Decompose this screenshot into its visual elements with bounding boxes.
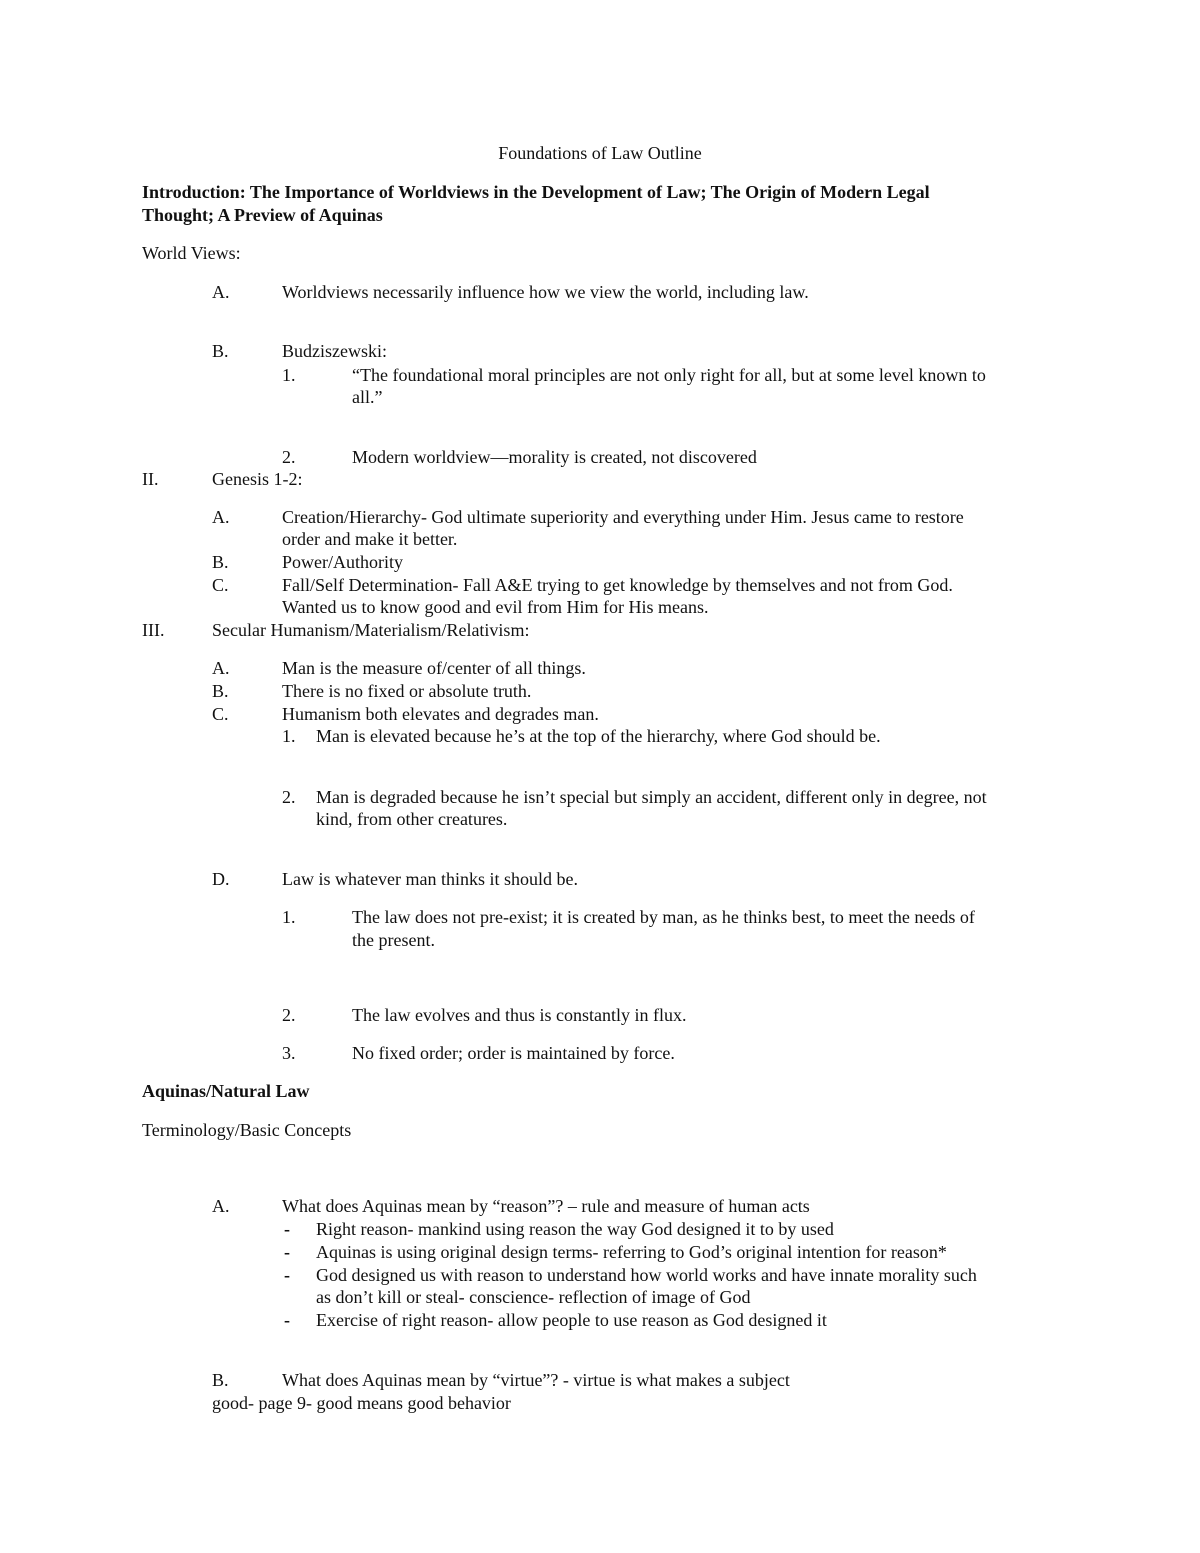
- outline-item: Power/Authority: [282, 552, 403, 572]
- outline-item: No fixed order; order is maintained by force.: [352, 1043, 675, 1063]
- outline-item: Worldviews necessarily influence how we view the world, including law.: [282, 282, 809, 302]
- outline-marker: B.: [212, 552, 229, 572]
- outline-marker: 2.: [282, 447, 296, 467]
- outline-item: Fall/Self Determination- Fall A&E trying to get knowledge by themselves and not from God.: [282, 575, 953, 595]
- bullet-dash-icon: -: [284, 1265, 290, 1285]
- outline-marker: 1.: [282, 726, 296, 746]
- bullet-item: Exercise of right reason- allow people to use reason as God designed it: [316, 1310, 827, 1330]
- outline-item: Man is the measure of/center of all things.: [282, 658, 586, 678]
- bullet-item-continued: as don’t kill or steal- conscience- reflection of image of God: [316, 1287, 751, 1307]
- outline-item: “The foundational moral principles are not only right for all, but at some level known to: [352, 365, 986, 385]
- outline-item: Man is degraded because he isn’t special but simply an accident, different only in degree, not: [316, 787, 987, 807]
- outline-marker: 2.: [282, 1005, 296, 1025]
- section-marker: II.: [142, 469, 159, 489]
- outline-item: Humanism both elevates and degrades man.: [282, 704, 599, 724]
- outline-item: The law does not pre-exist; it is created by man, as he thinks best, to meet the needs of: [352, 907, 975, 927]
- outline-item: Budziszewski:: [282, 341, 387, 361]
- bullet-item: Aquinas is using original design terms- referring to God’s original intention for reason*: [316, 1242, 947, 1262]
- outline-item: Creation/Hierarchy- God ultimate superiority and everything under Him. Jesus came to restore: [282, 507, 964, 527]
- outline-marker: B.: [212, 681, 229, 701]
- outline-item: Law is whatever man thinks it should be.: [282, 869, 578, 889]
- outline-item: Man is elevated because he’s at the top of the hierarchy, where God should be.: [316, 726, 881, 746]
- outline-marker: 1.: [282, 365, 296, 385]
- intro-heading-line1: Introduction: The Importance of Worldviews in the Development of Law; The Origin of Modern Legal: [142, 182, 930, 202]
- bullet-dash-icon: -: [284, 1242, 290, 1262]
- section-title: Secular Humanism/Materialism/Relativism:: [212, 620, 530, 640]
- outline-marker: C.: [212, 704, 229, 724]
- document-title: Foundations of Law Outline: [498, 143, 702, 163]
- section-title: Genesis 1-2:: [212, 469, 303, 489]
- intro-heading-line2: Thought; A Preview of Aquinas: [142, 205, 383, 225]
- outline-item-continued: all.”: [352, 387, 383, 407]
- outline-marker: 2.: [282, 787, 296, 807]
- outline-marker: D.: [212, 869, 230, 889]
- section-marker: III.: [142, 620, 165, 640]
- outline-marker: C.: [212, 575, 229, 595]
- section-world-views: World Views:: [142, 243, 241, 263]
- outline-marker: B.: [212, 1370, 229, 1390]
- outline-marker: A.: [212, 507, 230, 527]
- outline-item: Modern worldview—morality is created, not discovered: [352, 447, 757, 467]
- outline-item: The law evolves and thus is constantly in flux.: [352, 1005, 687, 1025]
- bullet-dash-icon: -: [284, 1219, 290, 1239]
- outline-item-continued: order and make it better.: [282, 529, 458, 549]
- terminology-heading: Terminology/Basic Concepts: [142, 1120, 352, 1140]
- outline-item-continued: the present.: [352, 930, 435, 950]
- outline-item: There is no fixed or absolute truth.: [282, 681, 532, 701]
- outline-item-continued: Wanted us to know good and evil from Him for His means.: [282, 597, 709, 617]
- aquinas-heading: Aquinas/Natural Law: [142, 1081, 310, 1101]
- outline-item-continued: good- page 9- good means good behavior: [212, 1393, 511, 1413]
- outline-marker: A.: [212, 282, 230, 302]
- outline-item: What does Aquinas mean by “virtue”? - virtue is what makes a subject: [282, 1370, 790, 1390]
- bullet-item: God designed us with reason to understand how world works and have innate morality such: [316, 1265, 977, 1285]
- outline-marker: 3.: [282, 1043, 296, 1063]
- bullet-item: Right reason- mankind using reason the way God designed it to by used: [316, 1219, 834, 1239]
- outline-marker: 1.: [282, 907, 296, 927]
- outline-marker: A.: [212, 1196, 230, 1216]
- outline-marker: A.: [212, 658, 230, 678]
- outline-item: What does Aquinas mean by “reason”? – rule and measure of human acts: [282, 1196, 810, 1216]
- outline-marker: B.: [212, 341, 229, 361]
- outline-item-continued: kind, from other creatures.: [316, 809, 508, 829]
- bullet-dash-icon: -: [284, 1310, 290, 1330]
